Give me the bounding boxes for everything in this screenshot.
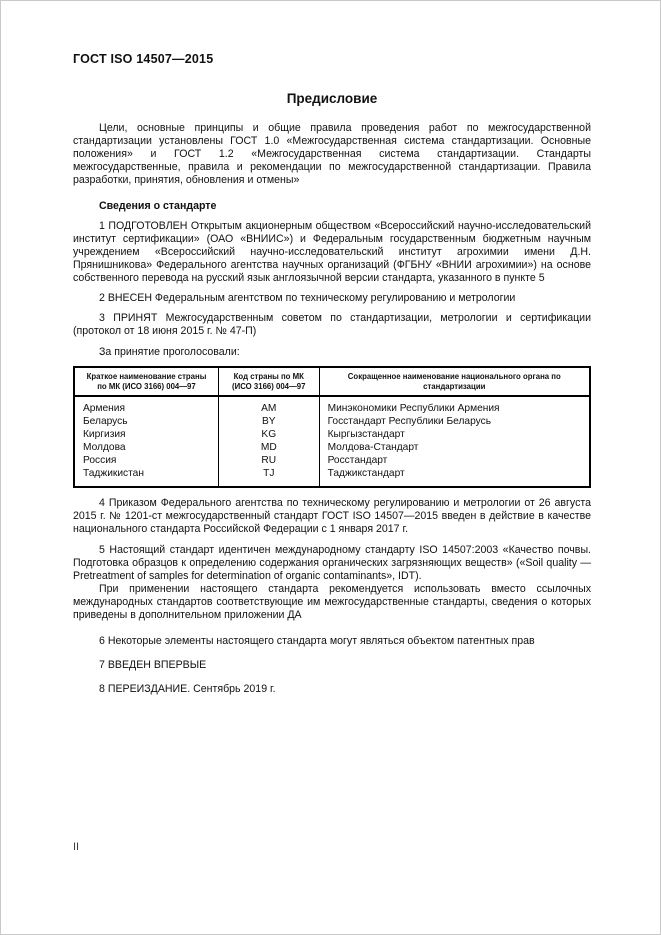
cell-code: TJ	[218, 467, 319, 487]
paragraph-5-note: При применении настоящего стандарта рекомендуется использовать вместо ссылочных международных стандартов соответствующие им межгосударственные стандарты, сведения о которых приведены в дополнительном приложении ДА	[73, 583, 591, 621]
paragraph-1-prepared: 1 ПОДГОТОВЛЕН Открытым акционерным обществом «Всероссийский научно-исследовательский институт сертификации» (ОАО «ВНИИС») и Федеральным государственным бюджетным научным учреждением «Всероссийский научно-исследовательский институт агрохимии имени Д.Н. Прянишникова» Федерального агентства научных организаций (ФГБНУ «ВНИИ агрохимии») на основе собственного перевода на русский язык англоязычной версии стандарта, указанного в пункте 5	[73, 220, 591, 284]
paragraph-6-patent: 6 Некоторые элементы настоящего стандарта могут являться объектом патентных прав	[99, 635, 535, 647]
table-row	[74, 415, 590, 428]
table-row	[74, 454, 590, 467]
cell-country: Молдова	[74, 441, 218, 454]
page-number: II	[73, 841, 80, 853]
table-row	[74, 428, 590, 441]
vote-table-header-row	[74, 367, 590, 396]
cell-code: AM	[218, 396, 319, 415]
section-heading-standard-info: Сведения о стандарте	[99, 200, 217, 212]
table-row	[74, 441, 590, 454]
paragraph-4-order: 4 Приказом Федерального агентства по техническому регулированию и метрологии от 26 августа 2015 г. № 1201-ст межгосударственный стандарт ГОСТ ISO 14507—2015 введен в действие в качестве национального стандарта Российской Федерации с 1 января 2017 г.	[73, 497, 591, 535]
paragraph-8-reissue: 8 ПЕРЕИЗДАНИЕ. Сентябрь 2019 г.	[99, 683, 276, 695]
cell-country: Беларусь	[74, 415, 218, 428]
paragraph-intro: Цели, основные принципы и общие правила проведения работ по межгосударственной стандартизации установлены ГОСТ 1.0 «Межгосударственная система стандартизации. Основные положения» и ГОСТ 1.2 «Межгосударственная система стандартизации. Стандарты межгосударственные, правила и рекомендации по межгосударственной стандартизации. Правила разработки, принятия, обновления и отмены»	[73, 122, 591, 186]
cell-code: MD	[218, 441, 319, 454]
cell-authority: Минэкономики Республики Армения	[319, 396, 590, 415]
cell-country: Таджикистан	[74, 467, 218, 487]
cell-country: Россия	[74, 454, 218, 467]
cell-code: BY	[218, 415, 319, 428]
vote-table-header-country: Краткое наименование страны по МК (ИСО 3166) 004—97	[74, 367, 218, 396]
table-row	[74, 467, 590, 487]
cell-authority: Молдова-Стандарт	[319, 441, 590, 454]
cell-country: Киргизия	[74, 428, 218, 441]
document-header: ГОСТ ISO 14507—2015	[73, 52, 214, 66]
cell-country: Армения	[74, 396, 218, 415]
paragraph-2-submitted: 2 ВНЕСЕН Федеральным агентством по техническому регулированию и метрологии	[99, 292, 516, 304]
cell-code: KG	[218, 428, 319, 441]
page-content	[1, 1, 660, 696]
cell-authority: Госстандарт Республики Беларусь	[319, 415, 590, 428]
vote-table-header-body: Сокращенное наименование национального органа по стандартизации	[319, 367, 590, 396]
cell-authority: Росстандарт	[319, 454, 590, 467]
vote-table	[73, 366, 591, 488]
cell-code: RU	[218, 454, 319, 467]
paragraph-5-identical: 5 Настоящий стандарт идентичен международному стандарту ISO 14507:2003 «Качество почвы. Подготовка образцов к определению содержания органических загрязняющих веществ» («Soil quality — Pretreatment of samples for determination of organic contaminants», IDT).	[73, 544, 591, 582]
paragraph-3-adopted: 3 ПРИНЯТ Межгосударственным советом по стандартизации, метрологии и сертификации (протокол от 18 июня 2015 г. № 47-П)	[73, 312, 591, 337]
vote-table-header-code: Код страны по МК (ИСО 3166) 004—97	[218, 367, 319, 396]
table-row	[74, 396, 590, 415]
cell-authority: Кыргызстандарт	[319, 428, 590, 441]
cell-authority: Таджикстандарт	[319, 467, 590, 487]
paragraph-vote-lead: За принятие проголосовали:	[99, 346, 240, 358]
page-title: Предисловие	[286, 91, 378, 106]
paragraph-7-first-edition: 7 ВВЕДЕН ВПЕРВЫЕ	[99, 659, 207, 671]
